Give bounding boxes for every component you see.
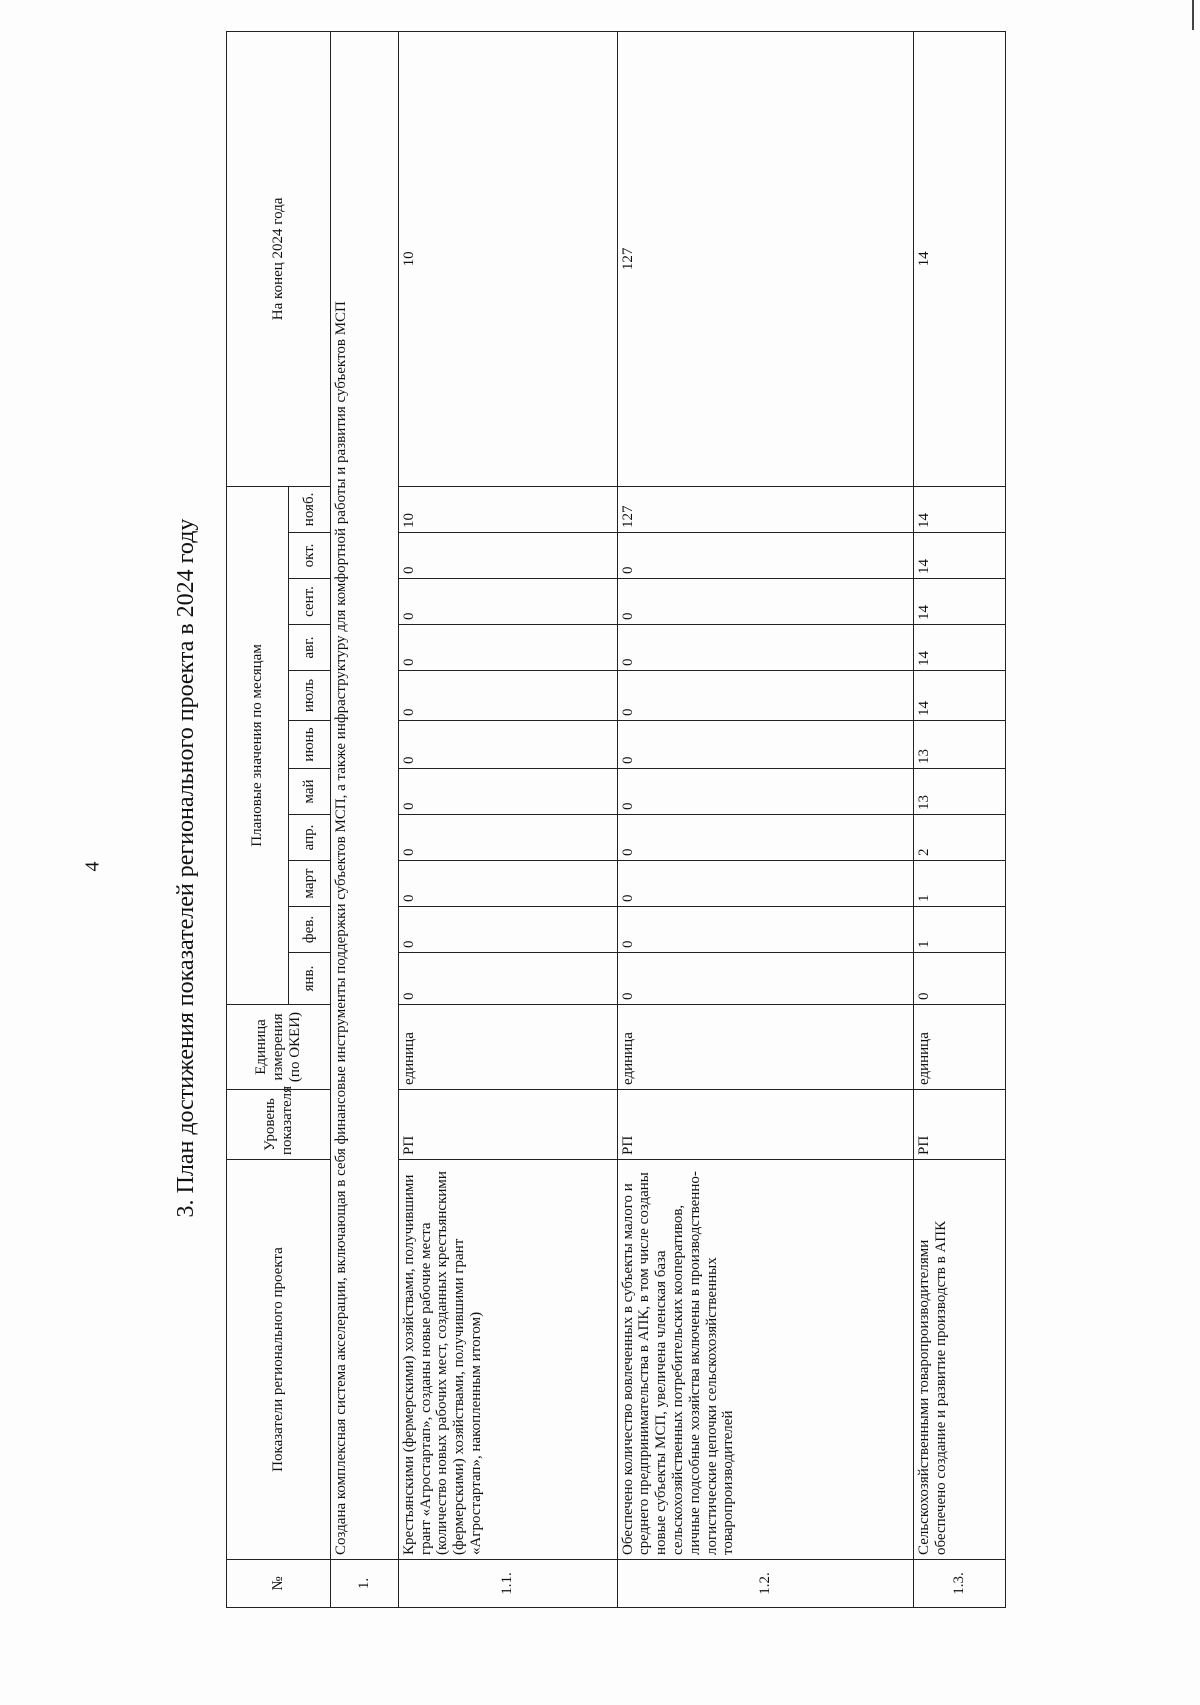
row-unit: единица — [617, 1005, 914, 1090]
header-indicator: Показатели регионального проекта — [227, 1160, 331, 1560]
row-year-end: 14 — [914, 31, 1006, 486]
row-month-value: 1 — [914, 907, 1006, 953]
row-month-value: 2 — [914, 815, 1006, 861]
rotated-page-content — [168, 128, 1018, 1608]
row-month-value: 0 — [617, 815, 914, 861]
header-year-end: На конец 2024 года — [227, 31, 331, 486]
row-year-end: 127 — [617, 31, 914, 486]
page-number: 4 — [81, 861, 104, 872]
row-month-value: 13 — [914, 721, 1006, 769]
row-month-value: 14 — [914, 486, 1006, 532]
row-month-value: 14 — [914, 579, 1006, 625]
header-month: авг. — [289, 625, 331, 671]
row-month-value: 0 — [617, 769, 914, 815]
row-month-value: 0 — [398, 861, 617, 907]
row-month-value: 0 — [914, 953, 1006, 1005]
row-month-value: 0 — [617, 953, 914, 1005]
row-month-value: 0 — [398, 953, 617, 1005]
header-month: окт. — [289, 533, 331, 579]
section-row — [331, 31, 399, 1607]
row-month-value: 0 — [398, 625, 617, 671]
row-indicator: Сельскохозяйственными товаропроизводителями обеспечено создание и развитие производств в АПК — [914, 1160, 1006, 1560]
row-month-value: 0 — [617, 861, 914, 907]
row-month-value: 127 — [617, 486, 914, 532]
row-unit: единица — [398, 1005, 617, 1090]
row-level: РП — [398, 1090, 617, 1160]
header-number: № — [227, 1560, 331, 1608]
row-month-value: 0 — [398, 815, 617, 861]
row-number: 1.2. — [617, 1560, 914, 1608]
row-month-value: 14 — [914, 533, 1006, 579]
table-row — [914, 31, 1006, 1607]
row-month-value: 0 — [617, 625, 914, 671]
row-month-value: 10 — [398, 486, 617, 532]
section-text: Создана комплексная система акселерации, включающая в себя финансовые инструменты поддержки субъектов МСП, а также инфраструктуру для комфортной работы и развития субъектов МСП — [331, 31, 399, 1559]
row-month-value: 0 — [398, 579, 617, 625]
header-month: июнь — [289, 721, 331, 769]
table-row — [398, 31, 617, 1607]
row-level: РП — [914, 1090, 1006, 1160]
row-month-value: 0 — [617, 721, 914, 769]
row-month-value: 0 — [398, 533, 617, 579]
header-month: июль — [289, 671, 331, 721]
header-monthly-group: Плановые значения по месяцам — [227, 486, 289, 1004]
section-number: 1. — [331, 1560, 399, 1608]
header-month: март — [289, 861, 331, 907]
row-month-value: 14 — [914, 625, 1006, 671]
header-month: май — [289, 769, 331, 815]
indicators-table — [226, 31, 1006, 1608]
row-unit: единица — [914, 1005, 1006, 1090]
row-indicator: Крестьянскими (фермерскими) хозяйствами, получившими грант «Агростартап», созданы новые рабочие места (количество новых рабочих мест, созданных крестьянскими (фермерскими) хозяйствами, получившими грант «Агростартап», накопленным итогом) — [398, 1160, 617, 1560]
scan-edge-mark — [1192, 0, 1194, 30]
indicators-table-wrapper — [226, 128, 1006, 1608]
header-unit: Единица измерения (по ОКЕИ) — [227, 1005, 331, 1090]
header-month: апр. — [289, 815, 331, 861]
row-number: 1.1. — [398, 1560, 617, 1608]
row-number: 1.3. — [914, 1560, 1006, 1608]
row-month-value: 0 — [398, 671, 617, 721]
row-month-value: 14 — [914, 671, 1006, 721]
header-month: нояб. — [289, 486, 331, 532]
row-month-value: 0 — [617, 579, 914, 625]
row-month-value: 0 — [617, 907, 914, 953]
document-title: 3. План достижения показателей регионального проекта в 2024 году — [173, 518, 199, 1218]
row-month-value: 0 — [398, 721, 617, 769]
row-month-value: 0 — [398, 769, 617, 815]
row-month-value: 0 — [617, 671, 914, 721]
header-month: сент. — [289, 579, 331, 625]
row-level: РП — [617, 1090, 914, 1160]
row-year-end: 10 — [398, 31, 617, 486]
row-month-value: 1 — [914, 861, 1006, 907]
row-month-value: 0 — [398, 907, 617, 953]
table-row — [617, 31, 914, 1607]
header-month: янв. — [289, 953, 331, 1005]
header-month: фев. — [289, 907, 331, 953]
header-level: Уровень показателя — [227, 1090, 331, 1160]
row-month-value: 13 — [914, 769, 1006, 815]
row-indicator: Обеспечено количество вовлеченных в субъекты малого и среднего предпринимательства в АПК, в том числе созданы новые субъекты МСП, увеличена членская база сельскохозяйственных потребительских кооперативов, личные подсобные хозяйства включены в производственно-логистические цепочки сельскохозяйственных товаропроизводителей — [617, 1160, 914, 1560]
row-month-value: 0 — [617, 533, 914, 579]
